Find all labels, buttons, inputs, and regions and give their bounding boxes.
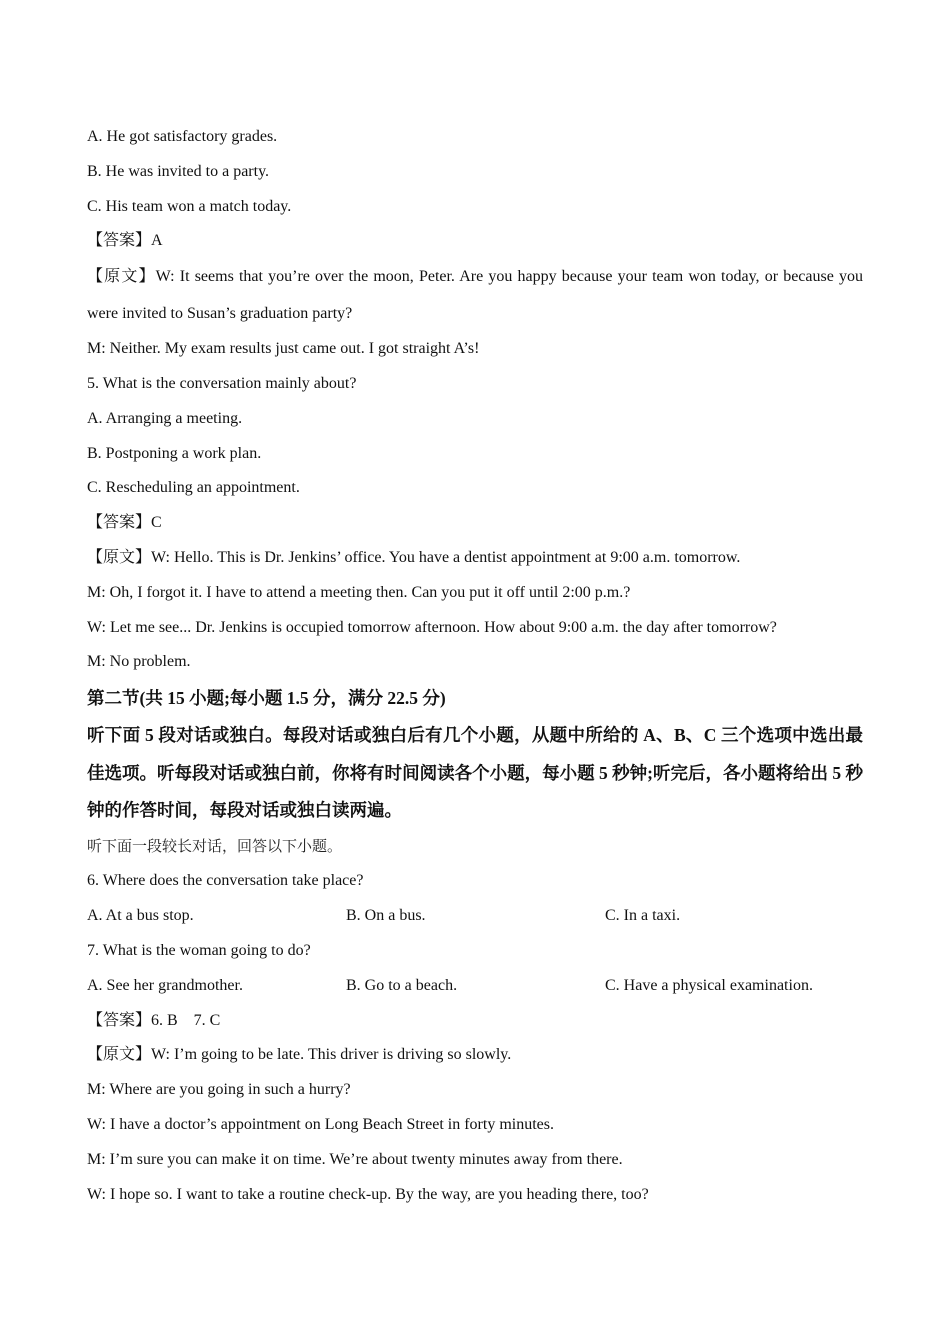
q5-option-a: A. Arranging a meeting. — [87, 409, 243, 427]
q6-option-c: C. In a taxi. — [605, 907, 681, 925]
q5-transcript-line: W: Let me see... Dr. Jenkins is occupied tomorrow afternoon. How about 9:00 a.m. the day after tomorrow? — [87, 618, 777, 636]
section2-instructions: 听下面 5 段对话或独白。每段对话或独白后有几个小题，从题中所给的 A、B、C 三个选项中选出最佳选项。听每段对话或独白前，你将有时间阅读各个小题，每小题 5 秒钟;听完后，各小题将给出 5 秒钟的作答时间，每段对话或独白读两遍。 — [87, 725, 863, 821]
q67-transcript-line: W: I have a doctor’s appointment on Long Beach Street in forty minutes. — [87, 1116, 554, 1134]
q5-transcript-line: M: Oh, I forgot it. I have to attend a meeting then. Can you put it off until 2:00 p.m.? — [87, 583, 631, 601]
q4-answer: 【答案】A — [87, 232, 163, 250]
q5-question: 5. What is the conversation mainly about? — [87, 374, 357, 392]
q5-option-c: C. Rescheduling an appointment. — [87, 479, 300, 497]
q7-option-a: A. See her grandmother. — [87, 976, 243, 994]
q67-transcript-line: M: I’m sure you can make it on time. We’re about twenty minutes away from there. — [87, 1150, 623, 1168]
q67-transcript-line: W: I hope so. I want to take a routine check-up. By the way, are you heading there, too? — [87, 1185, 649, 1203]
q6-option-a: A. At a bus stop. — [87, 907, 194, 925]
q6-option-b: B. On a bus. — [346, 907, 426, 925]
section2-heading: 第二节(共 15 小题;每小题 1.5 分，满分 22.5 分) — [87, 688, 446, 709]
q6-options — [87, 899, 863, 934]
q7-option-c: C. Have a physical examination. — [605, 976, 813, 994]
q7-option-b: B. Go to a beach. — [346, 976, 458, 994]
q4-transcript-m: M: Neither. My exam results just came out. I got straight A’s! — [87, 340, 480, 358]
q6-question: 6. Where does the conversation take place? — [87, 872, 364, 890]
q4-option-a: A. He got satisfactory grades. — [87, 128, 278, 145]
q67-answer: 【答案】6. B 7. C — [87, 1011, 221, 1029]
q4-transcript-w: 【原文】W: It seems that you’re over the moon, Peter. Are you happy because your team won today, or because you were invited to Susan’s graduation party? — [87, 268, 863, 322]
q7-question: 7. What is the woman going to do? — [87, 942, 311, 960]
section2-note: 听下面一段较长对话，回答以下小题。 — [87, 838, 343, 855]
q7-options — [87, 969, 863, 1004]
document-page — [87, 120, 863, 1212]
q67-transcript-line: M: Where are you going in such a hurry? — [87, 1081, 351, 1099]
q4-option-c: C. His team won a match today. — [87, 197, 292, 215]
q67-transcript-line: 【原文】W: I’m going to be late. This driver is driving so slowly. — [87, 1046, 512, 1064]
q5-option-b: B. Postponing a work plan. — [87, 444, 262, 462]
q4-option-b: B. He was invited to a party. — [87, 162, 270, 180]
q5-transcript-line: M: No problem. — [87, 653, 191, 671]
q5-answer: 【答案】C — [87, 514, 162, 532]
q5-transcript-line: 【原文】W: Hello. This is Dr. Jenkins’ office. You have a dentist appointment at 9:00 a.m. tomorrow. — [87, 548, 741, 566]
